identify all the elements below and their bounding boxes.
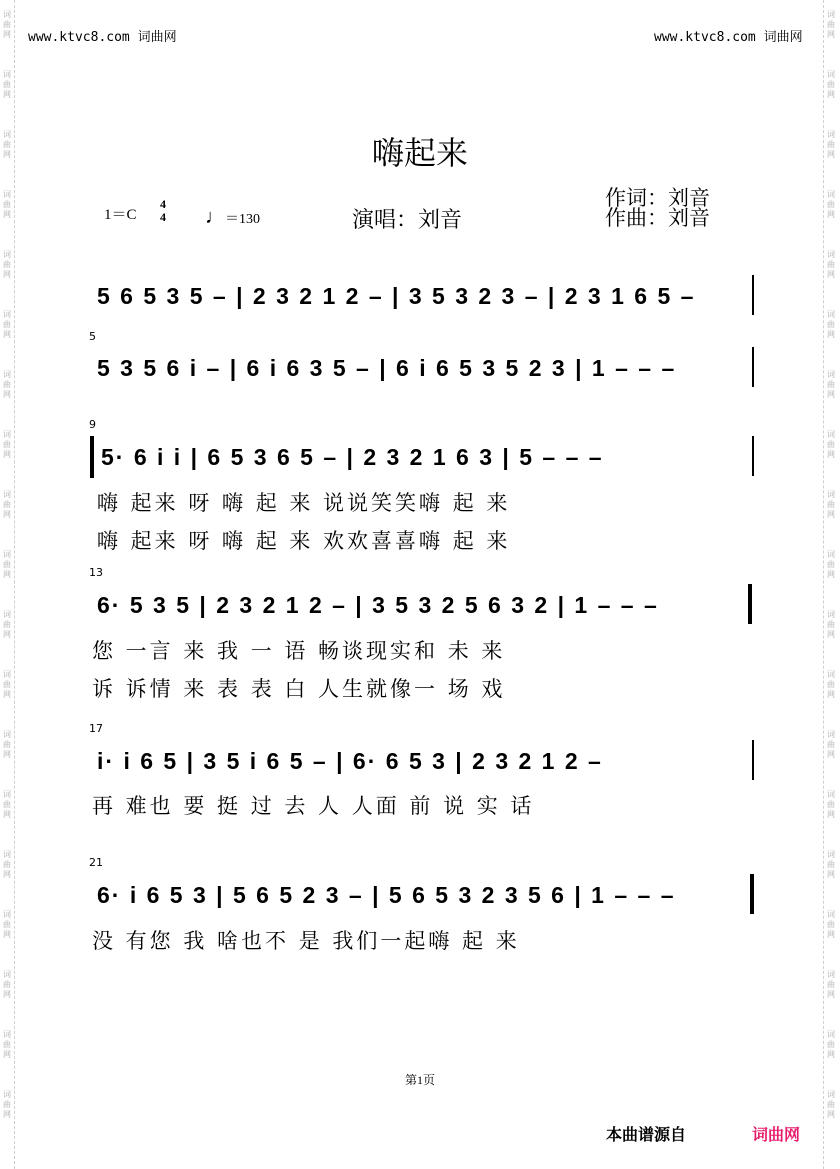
repeat-end-bar xyxy=(748,584,752,624)
watermark-text: 词 曲 网 xyxy=(3,670,11,699)
watermark-text: 词 曲 网 xyxy=(3,430,11,459)
watermark-text: 词 曲 网 xyxy=(827,250,835,279)
page-number: 第1页 xyxy=(404,1073,435,1087)
measure-number: 13 xyxy=(89,566,103,579)
watermark-text: 词 曲 网 xyxy=(3,310,11,339)
time-top: 4 xyxy=(160,197,166,211)
credits xyxy=(605,188,710,228)
watermark-text: 词 曲 网 xyxy=(827,190,835,219)
tempo-value: ＝130 xyxy=(225,212,260,227)
lyrics-verse-2: 诉 诉情 来 表 表 白 人生就像一 场 戏 xyxy=(92,677,506,701)
watermark-text: 词 曲 网 xyxy=(827,430,835,459)
watermark-text: 词 曲 网 xyxy=(827,1090,835,1119)
measure-number: 21 xyxy=(89,856,103,869)
composer-credit: 作曲：刘音 xyxy=(605,206,710,230)
watermark-text: 词 曲 网 xyxy=(827,670,835,699)
measure-number: 9 xyxy=(89,418,96,431)
watermark-text: 词 曲 网 xyxy=(827,370,835,399)
repeat-start-bar xyxy=(90,436,94,478)
watermark-text: 词 曲 网 xyxy=(3,190,11,219)
notation-system-3: 5· 6 i i | 6 5 3 6 5 – | 2 3 2 1 6 3 | 5 – – – xyxy=(101,444,604,470)
watermark-text: 词 曲 网 xyxy=(827,910,835,939)
measure-number: 17 xyxy=(89,722,103,735)
site-url-right[interactable]: www.ktvc8.com 词曲网 xyxy=(654,30,803,45)
lyrics-verse-1: 您 一言 来 我 一 语 畅谈现实和 未 来 xyxy=(92,639,506,663)
measure-number: 5 xyxy=(89,330,96,343)
watermark-text: 词 曲 网 xyxy=(3,370,11,399)
barline xyxy=(752,347,754,387)
watermark-text: 词 曲 网 xyxy=(3,1090,11,1119)
watermark-text: 词 曲 网 xyxy=(3,490,11,519)
site-url-left[interactable]: www.ktvc8.com 词曲网 xyxy=(28,30,177,45)
source-label: 本曲谱源自 xyxy=(606,1125,687,1144)
time-signature xyxy=(160,198,166,224)
source-brand-link[interactable]: 词曲网 xyxy=(752,1125,801,1144)
left-watermark-strip xyxy=(0,0,15,1169)
watermark-text: 词 曲 网 xyxy=(3,550,11,579)
notation-system-1: 5 6 5 3 5 – | 2 3 2 1 2 – | 3 5 3 2 3 – | 2 3 1 6 5 – xyxy=(97,283,696,309)
barline xyxy=(752,275,754,315)
watermark-text: 词 曲 网 xyxy=(827,850,835,879)
notation-system-2: 5 3 5 6 i – | 6 i 6 3 5 – | 6 i 6 5 3 5 2 3 | 1 – – – xyxy=(97,355,677,381)
barline xyxy=(752,436,754,476)
song-title: 嗨起来 xyxy=(371,134,468,172)
final-barline xyxy=(750,874,754,914)
watermark-text: 词 曲 网 xyxy=(3,970,11,999)
quarter-note-icon: ♩ xyxy=(205,206,225,228)
lyrics-line: 没 有您 我 啥也不 是 我们一起嗨 起 来 xyxy=(92,929,520,953)
watermark-text: 词 曲 网 xyxy=(827,790,835,819)
watermark-text: 词 曲 网 xyxy=(3,130,11,159)
watermark-text: 词 曲 网 xyxy=(3,910,11,939)
watermark-text: 词 曲 网 xyxy=(3,10,11,39)
notation-system-4: 6· 5 3 5 | 2 3 2 1 2 – | 3 5 3 2 5 6 3 2 | 1 – – – xyxy=(97,592,659,618)
tempo-marking xyxy=(205,206,260,229)
watermark-text: 词 曲 网 xyxy=(3,610,11,639)
singer-credit: 演唱：刘音 xyxy=(352,208,463,233)
lyrics-verse-1: 嗨 起来 呀 嗨 起 来 说说笑笑嗨 起 来 xyxy=(97,491,511,515)
watermark-text: 词 曲 网 xyxy=(3,250,11,279)
watermark-text: 词 曲 网 xyxy=(3,70,11,99)
lyricist-credit: 作词：刘音 xyxy=(605,186,710,210)
lyrics-line: 再 难也 要 挺 过 去 人 人面 前 说 实 话 xyxy=(92,794,535,818)
time-bottom: 4 xyxy=(160,210,166,224)
notation-system-6: 6· i 6 5 3 | 5 6 5 2 3 – | 5 6 5 3 2 3 5 6 | 1 – – – xyxy=(97,882,676,908)
watermark-text: 词 曲 网 xyxy=(827,970,835,999)
watermark-text: 词 曲 网 xyxy=(827,550,835,579)
right-watermark-strip xyxy=(823,0,838,1169)
watermark-text: 词 曲 网 xyxy=(3,730,11,759)
watermark-text: 词 曲 网 xyxy=(827,70,835,99)
watermark-text: 词 曲 网 xyxy=(3,850,11,879)
watermark-text: 词 曲 网 xyxy=(3,790,11,819)
watermark-text: 词 曲 网 xyxy=(827,1030,835,1059)
barline xyxy=(752,740,754,780)
watermark-text: 词 曲 网 xyxy=(3,1030,11,1059)
lyrics-verse-2: 嗨 起来 呀 嗨 起 来 欢欢喜喜嗨 起 来 xyxy=(97,529,511,553)
watermark-text: 词 曲 网 xyxy=(827,130,835,159)
notation-system-5: i· i 6 5 | 3 5 i 6 5 – | 6· 6 5 3 | 2 3 2 1 2 – xyxy=(97,748,603,774)
watermark-text: 词 曲 网 xyxy=(827,730,835,759)
watermark-text: 词 曲 网 xyxy=(827,10,835,39)
watermark-text: 词 曲 网 xyxy=(827,310,835,339)
watermark-text: 词 曲 网 xyxy=(827,610,835,639)
key-signature: 1＝C xyxy=(104,207,137,223)
watermark-text: 词 曲 网 xyxy=(827,490,835,519)
